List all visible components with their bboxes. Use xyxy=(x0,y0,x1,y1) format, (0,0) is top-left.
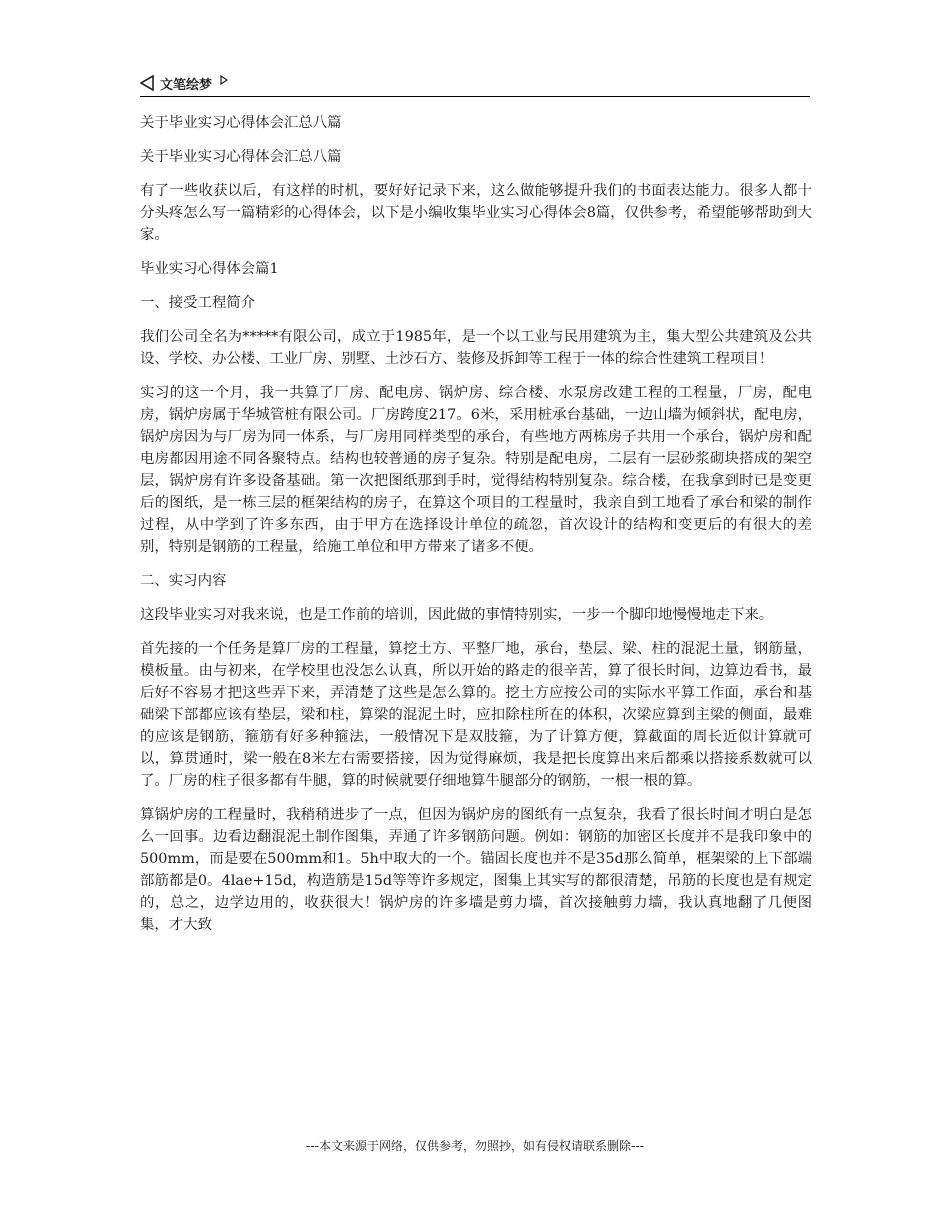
arrow-right-icon xyxy=(220,75,228,85)
body-paragraph: 首先接的一个任务是算厂房的工程量，算挖土方、平整厂地，承台，垫层、梁、柱的混泥土量，钢筋量，模板量。由与初来，在学校里也没怎么认真，所以开始的路走的很辛苦，算了很长时间，边算边看书，最后好不容易才把这些弄下来，弄清楚了这些是怎么算的。挖土方应按公司的实际水平算工作面，承台和基础梁下部都应该有垫层，梁和柱，算梁的混泥土时，应扣除柱所在的体积，次梁应算到主梁的侧面，最难的应该是钢筋，箍筋有好多种箍法，一般情况下是双肢箍，为了计算方便，算截面的周长近似计算就可以，算贯通时，梁一般在8米左右需要搭接，因为觉得麻烦，我是把长度算出来后都乘以搭接系数就可以了。厂房的柱子很多都有牛腿，算的时候就要仔细地算牛腿部分的钢筋，一根一根的算。 xyxy=(140,641,812,789)
document-title: 关于毕业实习心得体会汇总八篇 xyxy=(140,115,342,131)
document-body xyxy=(140,112,812,948)
subsection-heading: 二、实习内容 xyxy=(140,573,227,589)
body-paragraph: 实习的这一个月，我一共算了厂房、配电房、锅炉房、综合楼、水泵房改建工程的工程量，厂房，配电房，锅炉房属于华城管桩有限公司。厂房跨度217。6米，采用桩承台基础，一边山墙为倾斜状，配电房，锅炉房因为与厂房为同一体系，与厂房用同样类型的承台，有些地方两栋房子共用一个承台，锅炉房和配电房都因用途不同各聚特点。结构也较普通的房子复杂。特别是配电房，二层有一层砂浆砌块搭成的架空层，锅炉房有许多设备基础。第一次把图纸那到手时，觉得结构特别复杂。综合楼，在我拿到时已是变更后的图纸，是一栋三层的框架结构的房子，在算这个项目的工程量时，我亲自到工地看了承台和梁的制作过程，从中学到了许多东西，由于甲方在选择设计单位的疏忽，首次设计的结构和变更后的有很大的差别，特别是钢筋的工程量，给施工单位和甲方带来了诸多不便。 xyxy=(140,385,812,555)
document-header xyxy=(140,70,810,97)
document-subtitle: 关于毕业实习心得体会汇总八篇 xyxy=(140,149,342,165)
arrow-left-icon xyxy=(140,75,154,91)
body-paragraph: 这段毕业实习对我来说，也是工作前的培训，因此做的事情特别实，一步一个脚印地慢慢地走下来。 xyxy=(140,607,774,623)
body-paragraph: 我们公司全名为*****有限公司，成立于1985年，是一个以工业与民用建筑为主，集大型公共建筑及公共设、学校、办公楼、工业厂房、别墅、土沙石方、装修及拆卸等工程于一体的综合性建筑工程项目！ xyxy=(140,329,812,367)
subsection-heading: 一、接受工程简介 xyxy=(140,295,256,311)
footer-disclaimer: ---本文来源于网络，仅供参考，勿照抄，如有侵权请联系删除--- xyxy=(306,1139,644,1153)
brand-name: 文笔绘梦 xyxy=(160,77,213,93)
body-paragraph: 算锅炉房的工程量时，我稍稍进步了一点，但因为锅炉房的图纸有一点复杂，我看了很长时间才明白是怎么一回事。边看边翻混泥土制作图集，弄通了许多钢筋问题。例如：钢筋的加密区长度并不是我印象中的500mm，而是要在500mm和1。5h中取大的一个。锚固长度也并不是35d那么简单，框架梁的上下部端部筋都是0。4lae+15d，构造筋是15d等等许多规定，图集上其实写的都很清楚，吊筋的长度也是有规定的，总之，边学边用的，收获很大！锅炉房的许多墙是剪力墙，首次接触剪力墙，我认真地翻了几便图集，才大致 xyxy=(140,807,812,933)
intro-paragraph: 有了一些收获以后，有这样的时机，要好好记录下来，这么做能够提升我们的书面表达能力。很多人都十分头疼怎么写一篇精彩的心得体会，以下是小编收集毕业实习心得体会8篇，仅供参考，希望能够帮助到大家。 xyxy=(140,183,812,243)
section-heading: 毕业实习心得体会篇1 xyxy=(140,261,279,277)
